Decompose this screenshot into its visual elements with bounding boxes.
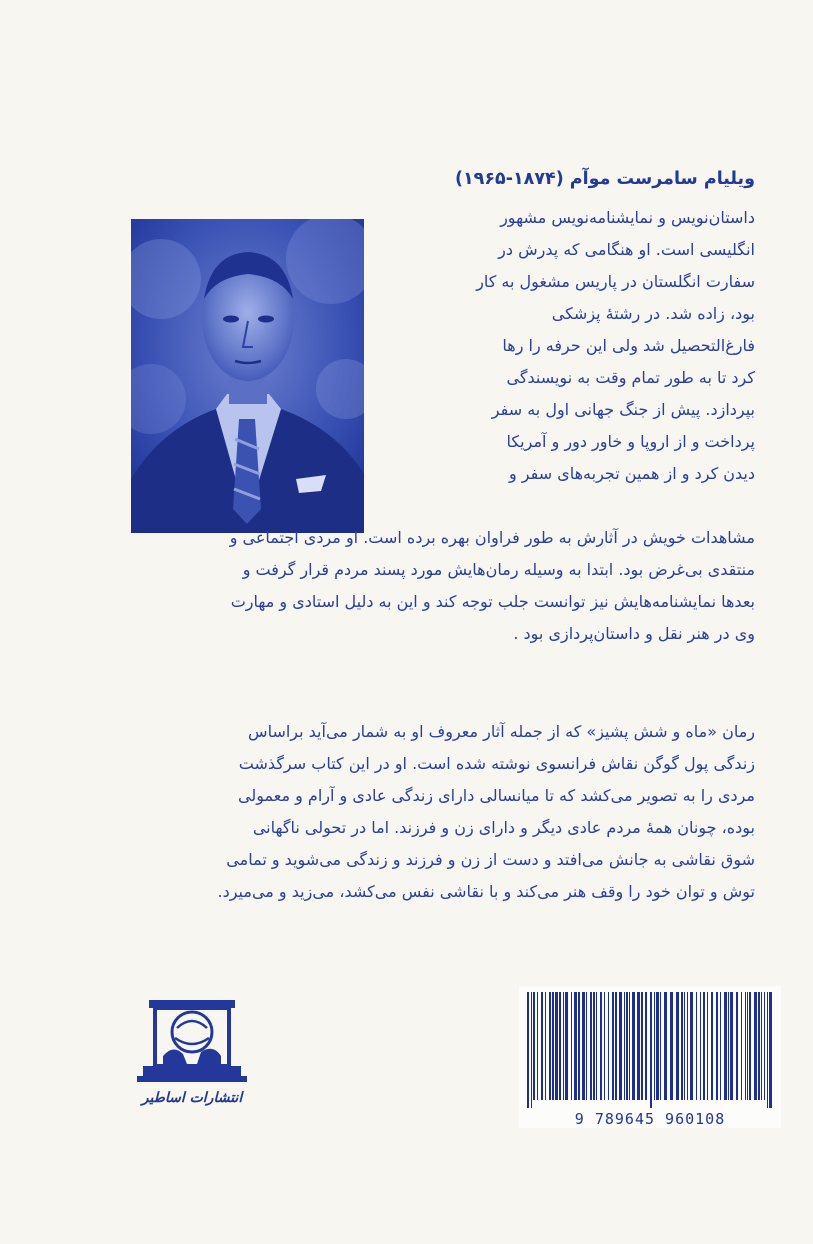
barcode-bar — [720, 992, 721, 1100]
text-line: بود، زاده شد. در رشتهٔ پزشکی — [551, 304, 755, 323]
barcode-bar — [629, 992, 630, 1100]
barcode-bars-icon — [519, 986, 781, 1110]
barcode-bar — [537, 992, 538, 1100]
barcode-bar — [596, 992, 597, 1100]
barcode-bar — [645, 992, 647, 1100]
text-line: شوق نقاشی به جانش می‌افتد و دست از زن و فرزند و زندگی می‌شوید و تمامی — [226, 850, 755, 869]
text-line: کرد تا به طور تمام وقت به نویسندگی — [506, 368, 755, 387]
text-line: زندگی پول گوگن نقاش فرانسوی نوشته شده است. او در این کتاب سرگذشت — [238, 754, 755, 773]
barcode-bar — [664, 992, 667, 1100]
barcode-bar — [612, 992, 614, 1100]
barcode-bar — [650, 992, 652, 1108]
barcode-bar — [615, 992, 617, 1100]
barcode-bar — [684, 992, 685, 1100]
barcode-bar — [745, 992, 746, 1100]
barcode-bar — [619, 992, 622, 1100]
barcode-bar — [582, 992, 585, 1100]
barcode-bar — [687, 992, 688, 1100]
barcode-bar — [749, 992, 751, 1100]
barcode-bar — [676, 992, 679, 1100]
text-line: داستان‌نویس و نمایشنامه‌نویس مشهور — [500, 208, 755, 227]
barcode-bar — [574, 992, 577, 1100]
text-line: رمان «ماه و شش پشیز» که از جمله آثار معروف او به شمار می‌آید براساس — [248, 722, 755, 741]
barcode-bar — [761, 992, 762, 1100]
text-line: توش و توان خود را وقف هنر می‌کند و با نقاشی نفس می‌کشد، می‌زید و می‌میرد. — [217, 882, 755, 901]
barcode-bar — [531, 992, 532, 1108]
barcode-bar — [670, 992, 673, 1100]
barcode-bar — [565, 992, 568, 1100]
barcode-bar — [641, 992, 643, 1100]
barcode-bar — [604, 992, 605, 1100]
barcode-bar — [555, 992, 558, 1100]
text-line: دیدن کرد و از همین تجربه‌های سفر و — [508, 464, 755, 483]
biography-wrapped-text — [373, 202, 755, 490]
barcode-bar — [700, 992, 701, 1100]
barcode-bar — [736, 992, 738, 1100]
barcode-bar — [608, 992, 609, 1100]
barcode-bar — [707, 992, 708, 1100]
barcode-bar — [559, 992, 561, 1100]
text-line: وی در هنر نقل و داستان‌پردازی بود . — [513, 624, 755, 643]
barcode-bar — [578, 992, 580, 1100]
barcode-bar — [552, 992, 554, 1100]
text-line: مردی را به تصویر می‌کشد که تا میانسالی دارای زندگی عادی و آرام و معمولی — [238, 786, 755, 805]
barcode-bar — [527, 992, 529, 1108]
barcode-bar — [660, 992, 661, 1100]
text-line: مشاهدات خویش در آثارش به طور فراوان بهره برده است. او مردی اجتماعی و — [229, 528, 755, 547]
barcode-bar — [541, 992, 543, 1100]
publisher-name: انتشارات اساطیر — [141, 1090, 243, 1106]
isbn-number: 9 789645 960108 — [574, 1110, 726, 1128]
barcode-bar — [654, 992, 655, 1100]
novel-description-text — [55, 716, 755, 908]
barcode-bar — [716, 992, 718, 1100]
barcode-bar — [754, 992, 757, 1100]
isbn-barcode — [519, 986, 781, 1128]
barcode-bar — [696, 992, 697, 1100]
barcode-bar — [637, 992, 640, 1100]
barcode-bar — [600, 992, 602, 1100]
barcode-bar — [549, 992, 551, 1100]
text-line: پرداخت و از اروپا و خاور دور و آمریکا — [506, 432, 755, 451]
barcode-bar — [632, 992, 635, 1100]
author-portrait-photo — [131, 219, 364, 533]
barcode-bar — [626, 992, 628, 1100]
barcode-bar — [703, 992, 705, 1100]
barcode-bar — [724, 992, 727, 1100]
text-line: بعدها نمایشنامه‌هایش نیز توانست جلب توجه کند و این به دلیل استادی و مهارت — [230, 592, 755, 611]
text-line: فارغ‌التحصیل شد ولی این حرفه را رها — [502, 336, 755, 355]
barcode-bar — [711, 992, 713, 1100]
barcode-bar — [533, 992, 535, 1100]
barcode-bar — [586, 992, 587, 1100]
barcode-bar — [590, 992, 592, 1100]
barcode-bar — [741, 992, 742, 1100]
barcode-bar — [728, 992, 729, 1100]
barcode-bar — [690, 992, 693, 1100]
barcode-bar — [758, 992, 760, 1100]
biography-continued-text — [55, 522, 755, 650]
barcode-bar — [593, 992, 595, 1100]
text-line: منتقدی بی‌غرض بود. ابتدا به وسیله رمان‌هایش مورد پسند مردم قرار گرفت و — [242, 560, 755, 579]
barcode-bar — [767, 992, 768, 1108]
barcode-bar — [764, 992, 765, 1100]
barcode-bar — [563, 992, 564, 1100]
barcode-bar — [545, 992, 546, 1100]
barcode-bar — [571, 992, 572, 1100]
barcode-bar — [681, 992, 683, 1100]
author-heading: ویلیام سامرست موآم (۱۸۷۴-۱۹۶۵) — [454, 169, 755, 189]
portrait-illustration — [131, 219, 364, 533]
text-line: بپردازد. پیش از جنگ جهانی اول به سفر — [491, 400, 755, 419]
barcode-bar — [769, 992, 772, 1108]
barcode-bar — [624, 992, 625, 1100]
barcode-bar — [656, 992, 659, 1100]
text-line: سفارت انگلستان در پاریس مشغول به کار — [476, 272, 755, 291]
barcode-bar — [730, 992, 733, 1100]
text-line: انگلیسی است. او هنگامی که پدرش در — [498, 240, 755, 259]
barcode-bar — [747, 992, 748, 1100]
text-line: بوده، چونان همهٔ مردم عادی دیگر و دارای زن و فرزند. اما در تحولی ناگهانی — [252, 818, 755, 837]
